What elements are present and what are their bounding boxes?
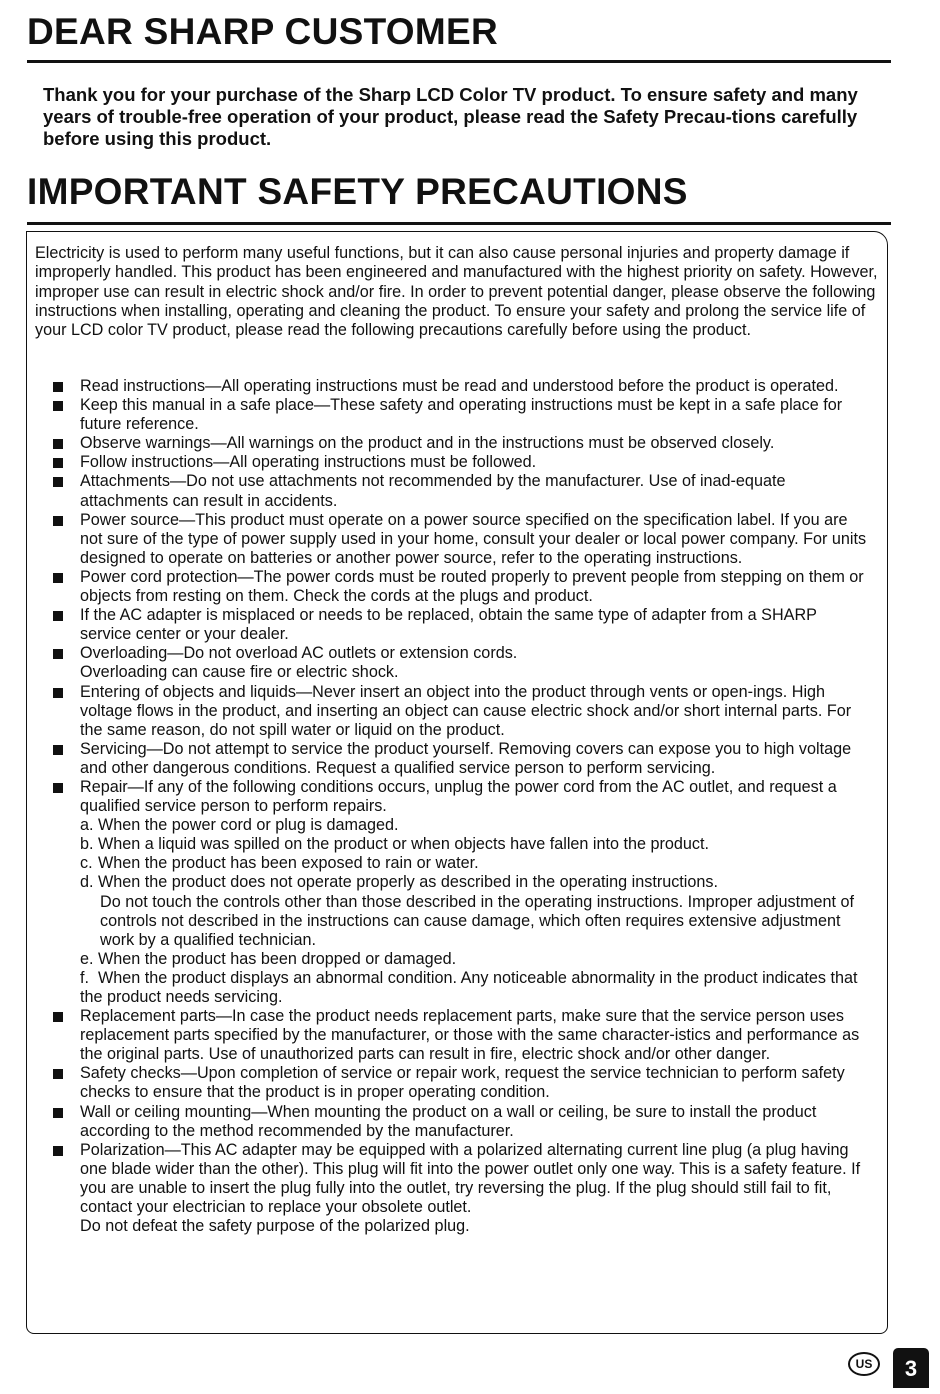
bullet-icon xyxy=(53,477,63,487)
list-item: Follow instructions—All operating instructions must be followed. xyxy=(52,453,872,472)
repair-condition: a. When the power cord or plug is damaged. xyxy=(80,816,399,835)
repair-condition: f. When the product displays an abnormal condition. Any noticeable abnormality in the product indicates that the product needs servicing. xyxy=(80,968,858,1006)
list-item: If the AC adapter is misplaced or needs to be replaced, obtain the same type of adapter from a SHARP service center or your dealer. xyxy=(52,606,872,644)
bullet-icon xyxy=(53,516,63,526)
bullet-icon xyxy=(53,1069,63,1079)
list-item: Read instructions—All operating instructions must be read and understood before the product is operated. xyxy=(52,377,872,396)
section-title: IMPORTANT SAFETY PRECAUTIONS xyxy=(27,171,688,212)
page-title: DEAR SHARP CUSTOMER xyxy=(27,11,499,52)
bullet-icon xyxy=(53,745,63,755)
bullet-icon xyxy=(53,1012,63,1022)
list-item: Keep this manual in a safe place—These safety and operating instructions must be kept in a safe place for future reference. xyxy=(52,396,872,434)
list-item: Overloading—Do not overload AC outlets or extension cords. Overloading can cause fire or electric shock. xyxy=(52,644,872,682)
bullet-icon xyxy=(53,401,63,411)
overloading-note: Overloading can cause fire or electric shock. xyxy=(80,663,399,682)
list-item: Polarization—This AC adapter may be equipped with a polarized alternating current line plug (a plug having one blade wider than the other). This plug will fit into the power outlet only one way. This is a safety feature. If you are unable to insert the plug fully into the outlet, try reversing the plug. If the plug should still fail to fit, contact your electrician to replace your obsolete outlet. Do not defeat the safety purpose of the polarized plug. xyxy=(52,1141,872,1236)
list-item: Power cord protection—The power cords must be routed properly to prevent people from stepping on them or objects from resting on them. Check the cords at the plugs and product. xyxy=(52,568,872,606)
list-item: Safety checks—Upon completion of service or repair work, request the service technician to perform safety checks to ensure that the product is in proper operating condition. xyxy=(52,1064,872,1102)
bullet-icon xyxy=(53,382,63,392)
bullet-icon xyxy=(53,573,63,583)
page-number: 3 xyxy=(893,1348,929,1388)
list-item: Servicing—Do not attempt to service the product yourself. Removing covers can expose you to high voltage and other dangerous conditions. Request a qualified service person to perform servicing. xyxy=(52,740,872,778)
list-item: Observe warnings—All warnings on the product and in the instructions must be observed closely. xyxy=(52,434,872,453)
section-rule xyxy=(27,222,891,225)
repair-condition: e. When the product has been dropped or damaged. xyxy=(80,949,457,968)
repair-condition: c. When the product has been exposed to rain or water. xyxy=(80,854,479,873)
bullet-icon xyxy=(53,688,63,698)
bullet-icon xyxy=(53,783,63,793)
bullet-icon xyxy=(53,1108,63,1118)
precautions-list xyxy=(52,377,872,1236)
repair-conditions xyxy=(80,816,872,1007)
list-item: Wall or ceiling mounting—When mounting the product on a wall or ceiling, be sure to install the product according to the method recommended by the manufacturer. xyxy=(52,1103,872,1141)
list-item: Attachments—Do not use attachments not recommended by the manufacturer. Use of inad-equate attachments can result in accidents. xyxy=(52,472,872,510)
bullet-icon xyxy=(53,458,63,468)
intro-paragraph: Thank you for your purchase of the Sharp LCD Color TV product. To ensure safety and many years of trouble-free operation of your product, please read the Safety Precau-tions carefully before using this product. xyxy=(43,84,858,149)
title-rule xyxy=(27,60,891,63)
list-item: Entering of objects and liquids—Never insert an object into the product through vents or open-ings. High voltage flows in the product, and inserting an object can cause electric shock and/or short internal parts. For the same reason, do not spill water or liquid on the product. xyxy=(52,683,872,740)
region-badge: US xyxy=(848,1352,880,1376)
repair-condition: b. When a liquid was spilled on the product or when objects have fallen into the product. xyxy=(80,835,709,854)
list-item: Repair—If any of the following conditions occurs, unplug the power cord from the AC outlet, and request a qualified service person to perform repairs. a. When the power cord or plug is damaged. b. When a liquid was spilled on the product or when objects have fallen into the product. c. When the product has been exposed to rain or water. d. When the product does not operate properly as described in the operating instructions. Do not touch the controls other than those described in the operating instructions. Improper adjustment of controls not described in the instructions can cause damage, which often requires extensive adjustment work by a qualified technician. e. When the product has been dropped or damaged. f. When the product displays an abnormal condition. Any noticeable abnormality in the product indicates that the product needs servicing. xyxy=(52,778,872,1007)
bullet-icon xyxy=(53,439,63,449)
polarization-note: Do not defeat the safety purpose of the polarized plug. xyxy=(80,1217,470,1236)
bullet-icon xyxy=(53,1146,63,1156)
bullet-icon xyxy=(53,649,63,659)
repair-condition: d. When the product does not operate properly as described in the operating instructions. Do not touch the controls other than those described in the operating instructions. Improper adjustment of controls not described in the instructions can cause damage, which often requires extensive adjustment work by a qualified technician. xyxy=(80,873,872,949)
lead-paragraph: Electricity is used to perform many useful functions, but it can also cause personal injuries and property damage if improperly handled. This product has been engineered and manufactured with the highest priority on safety. However, improper use can result in electric shock and/or fire. In order to prevent potential danger, please observe the following instructions when installing, operating and cleaning the product. To ensure your safety and prolong the service life of your LCD color TV product, please read the following precautions carefully before using the product. xyxy=(35,244,878,340)
list-item: Replacement parts—In case the product needs replacement parts, make sure that the service person uses replacement parts specified by the manufacturer, or those with the same character-istics and performance as the original parts. Use of unauthorized parts can result in fire, electric shock and/or other danger. xyxy=(52,1007,872,1064)
repair-d-note: Do not touch the controls other than those described in the operating instructions. Improper adjustment of controls not described in the instructions can cause damage, which often requires extensive adjustment work by a qualified technician. xyxy=(100,892,855,949)
bullet-icon xyxy=(53,611,63,621)
list-item: Power source—This product must operate on a power source specified on the specification label. If you are not sure of the type of power supply used in your home, consult your dealer or local power company. For units designed to operate on batteries or another power source, refer to the operating instructions. xyxy=(52,511,872,568)
